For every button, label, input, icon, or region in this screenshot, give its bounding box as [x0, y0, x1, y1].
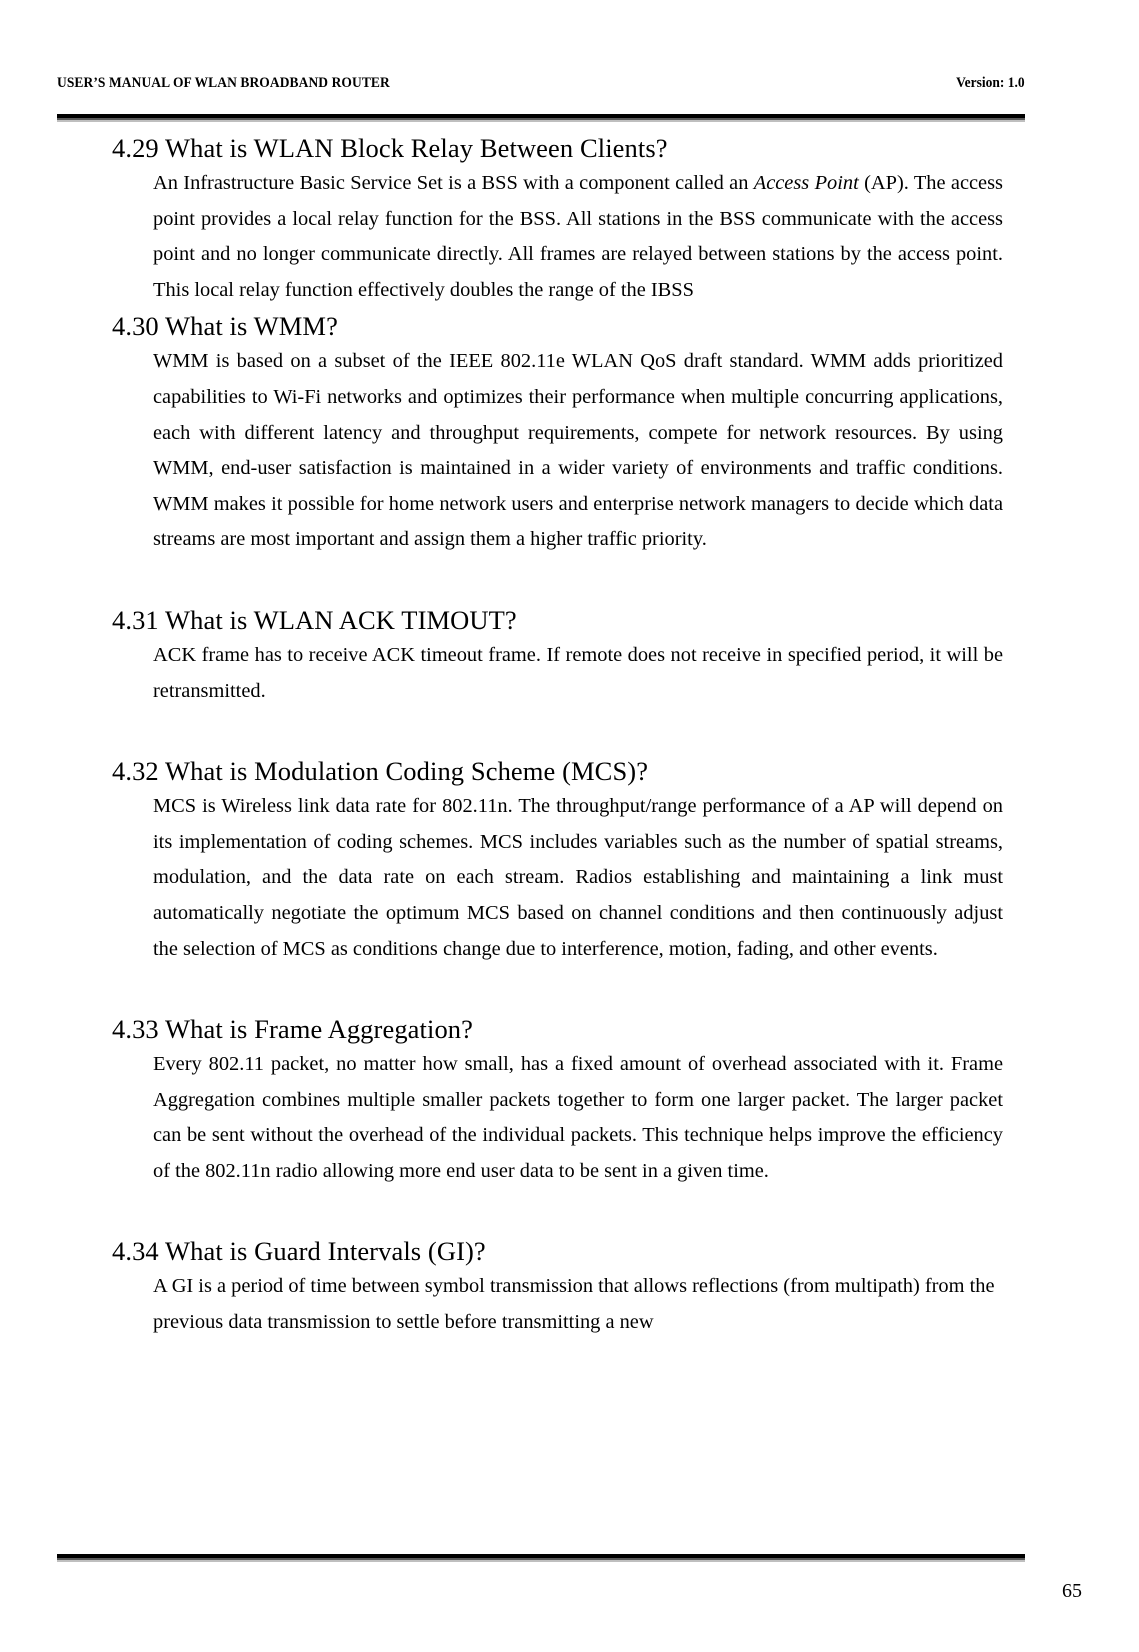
rule-light-band [57, 120, 1025, 122]
section-heading-4-29: 4.29 What is WLAN Block Relay Between Clients? [112, 133, 668, 163]
section-heading-4-33: 4.33 What is Frame Aggregation? [112, 1014, 474, 1045]
section-paragraph-4-30: WMM is based on a subset of the IEEE 802.11e WLAN QoS draft standard. WMM adds prioritized capabilities to Wi-Fi networks and optimizes their performance when multiple concurring applications, each with different latency and throughput requirements, compete for network resources. By using WMM, end-user satisfaction is maintained in a wider variety of environments and traffic conditions. WMM makes it possible for home network users and enterprise network managers to decide which data streams are most important and assign them a higher traffic priority. [153, 350, 1003, 551]
section-paragraph-4-31: ACK frame has to receive ACK timeout frame. If remote does not receive in specified period, it will be retransmitted. [153, 643, 1003, 702]
section-spacer [57, 709, 1025, 753]
emphasis-access-point: Access Point [753, 172, 859, 194]
page-header [57, 75, 1025, 92]
paragraph-text-lead: An Infrastructure Basic Service Set is a BSS with a component called an [153, 172, 754, 194]
section-paragraph-4-29 [57, 166, 1025, 308]
header-manual-title: USER’S MANUAL OF WLAN BROADBAND ROUTER [57, 75, 390, 91]
section-heading-4-30: 4.30 What is WMM? [112, 311, 338, 342]
paragraph-text-tail: (AP). The access point provides a local relay function for the BSS. All stations in the BSS communicate with the access point and no longer communicate directly. All frames are relayed between stations by the access point. This local relay function effectively doubles the range of the IBSS [153, 172, 1003, 301]
document-body [57, 130, 1025, 1341]
section-paragraph-4-32: MCS is Wireless link data rate for 802.11n. The throughput/range performance of a AP will depend on its implementation of coding schemes. MCS includes variables such as the number of spatial streams, modulation, and the data rate on each stream. Radios establishing and maintaining a link must automatically negotiate the optimum MCS based on channel conditions and then continuously adjust the selection of MCS as conditions change due to interference, motion, fading, and other events. [153, 795, 1003, 960]
section-heading-4-31: 4.31 What is WLAN ACK TIMOUT? [112, 604, 517, 635]
section-heading-4-32: 4.32 What is Modulation Coding Scheme (MCS)? [112, 756, 649, 787]
rule-light-band [57, 1560, 1025, 1562]
header-divider-rule [57, 114, 1025, 121]
footer-divider-rule [57, 1554, 1025, 1561]
page-number: 65 [1062, 1580, 1082, 1602]
section-spacer [57, 558, 1025, 602]
section-heading-4-34: 4.34 What is Guard Intervals (GI)? [112, 1236, 486, 1267]
section-paragraph-4-34: A GI is a period of time between symbol transmission that allows reflections (from multipath) from the previous data transmission to settle before transmitting a new [153, 1275, 995, 1334]
section-spacer [57, 967, 1025, 1011]
header-version-label: Version: 1.0 [956, 75, 1025, 91]
section-spacer [57, 1189, 1025, 1233]
section-paragraph-4-33: Every 802.11 packet, no matter how small, has a fixed amount of overhead associated with it. Frame Aggregation combines multiple smaller packets together to form one larger packet. The larger packet can be sent without the overhead of the individual packets. This technique helps improve the efficiency of the 802.11n radio allowing more end user data to be sent in a given time. [153, 1053, 1003, 1182]
